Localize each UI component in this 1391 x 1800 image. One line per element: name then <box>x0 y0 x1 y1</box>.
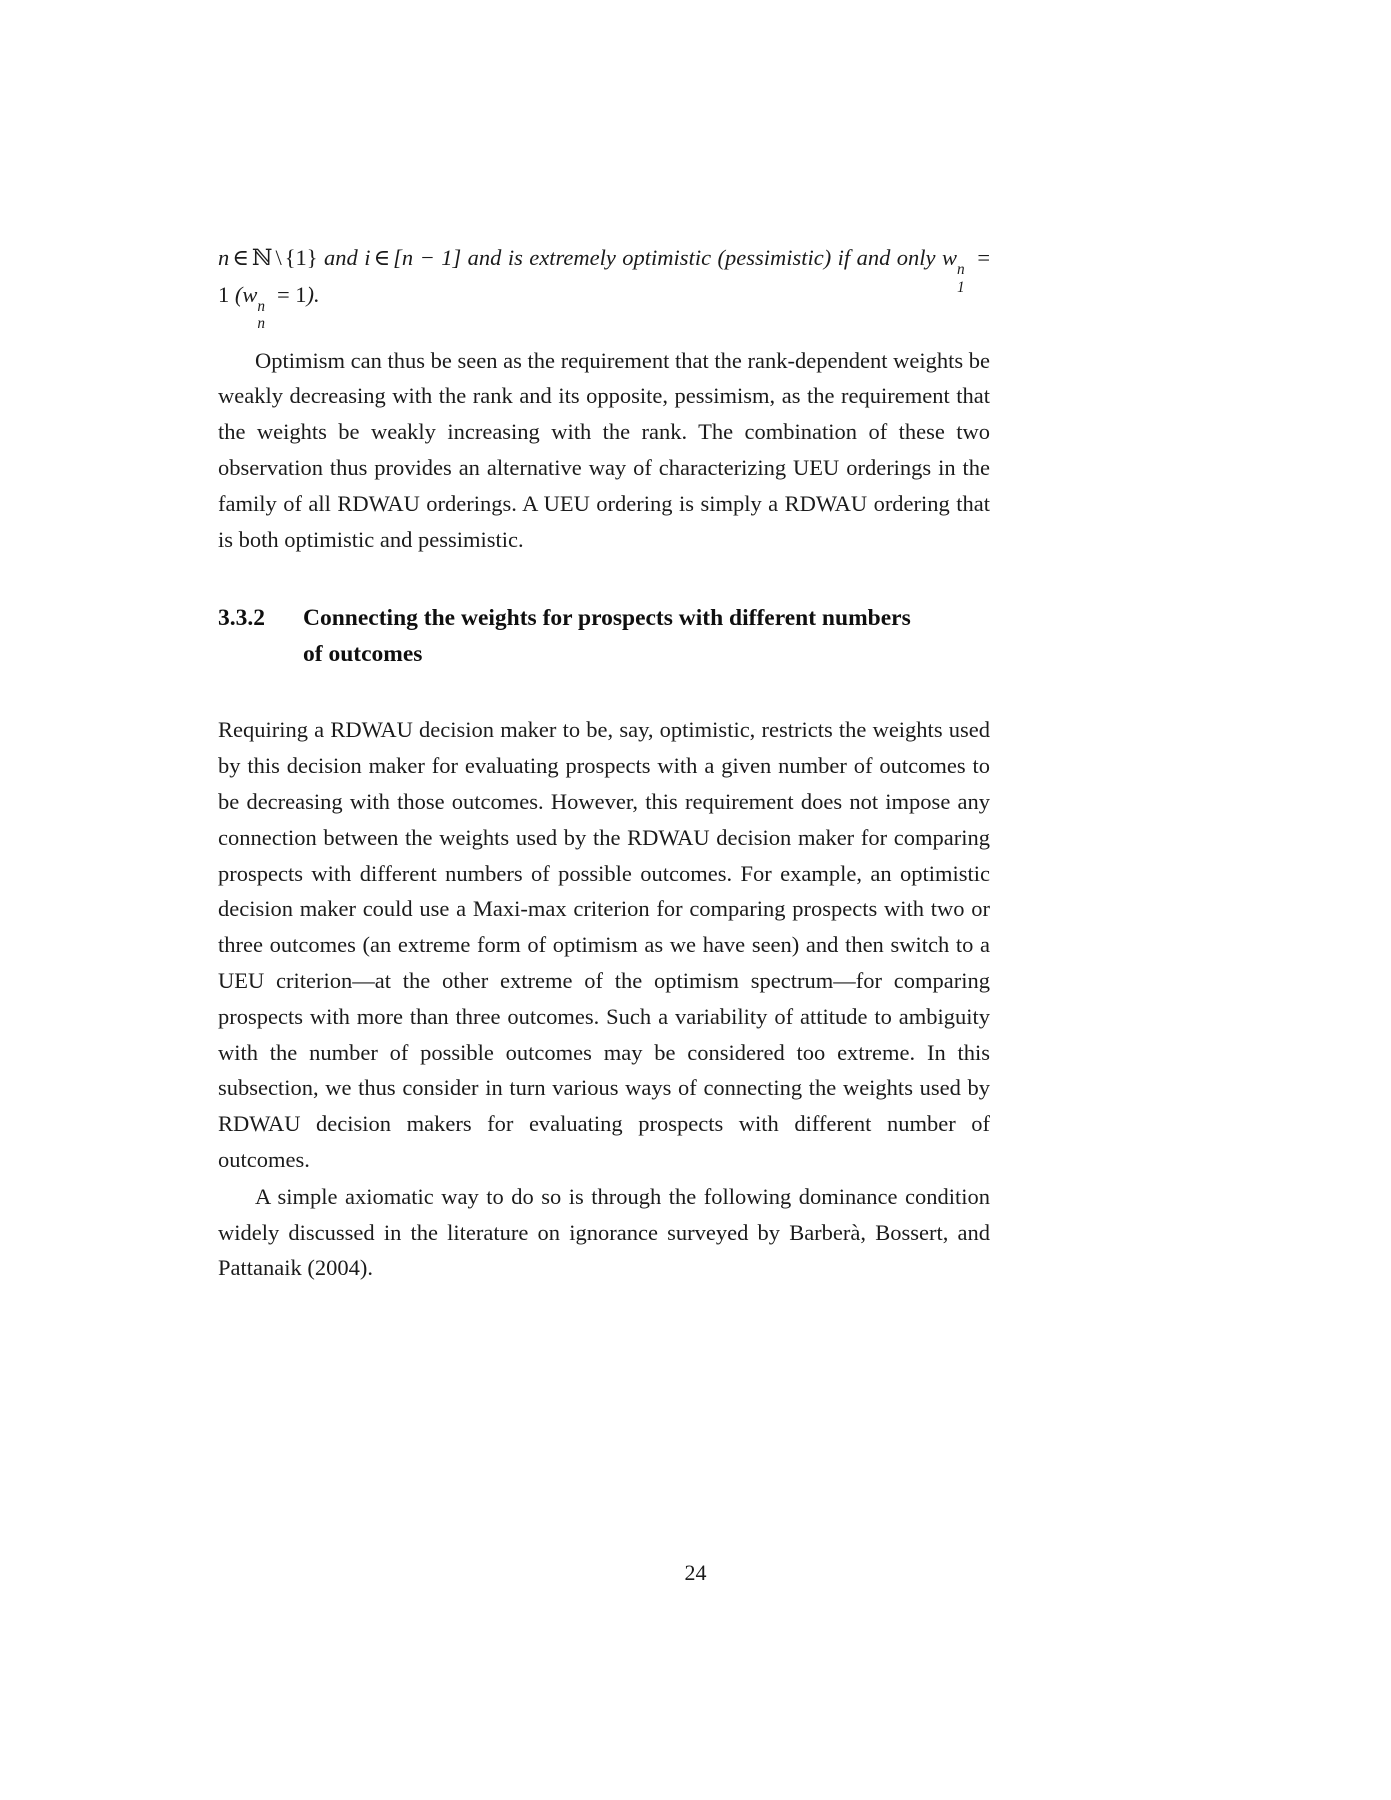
math-i-in-interval <box>364 245 461 270</box>
math-w-sub1-supn <box>941 240 971 296</box>
text-column <box>218 240 990 1286</box>
math-interval: [n − 1] <box>393 245 462 270</box>
definition-only-lead: only <box>896 245 936 270</box>
section-title <box>303 601 990 672</box>
math-blackboard-N: ℕ <box>251 245 273 271</box>
math-w-subn-supn <box>242 277 271 333</box>
paren-open: ( <box>234 281 243 307</box>
section-title-line-2: of outcomes <box>303 640 423 667</box>
math-equals-one-2: = 1 <box>276 281 307 307</box>
paragraph-requiring: Requiring a RDWAU decision maker to be, say, optimistic, restricts the weights used by this decision maker for evaluating prospects with a given number of outcomes to be decreasing with those outcomes. However, this requirement does not impose any connection between the weights used by the RDWAU decision maker for comparing prospects with different numbers of possible outcomes. For example, an optimistic decision maker could use a Maxi-max criterion for comparing prospects with two or three outcomes (an extreme form of optimism as we have seen) and then switch to a UEU criterion—at the other extreme of the optimism spectrum—for comparing prospects with more than three outcomes. Such a variability of attitude to ambiguity with the number of possible outcomes may be considered too extreme. In this subsection, we thus consider in turn various ways of connecting the weights used by RDWAU decision makers for evaluating prospects with different number of outcomes. <box>218 717 990 1172</box>
section-heading <box>218 601 990 672</box>
word-and-1: and <box>324 245 358 270</box>
math-w-base-1: w <box>941 245 957 270</box>
math-w1-subscript: 1 <box>956 278 965 296</box>
math-element-of-2: ∈ <box>373 245 391 270</box>
page-number: 24 <box>684 1560 707 1585</box>
math-n-in-N <box>218 245 318 270</box>
math-element-of-1: ∈ <box>232 245 249 270</box>
section-number: 3.3.2 <box>218 605 265 632</box>
math-w2-subscript: n <box>257 315 266 333</box>
section-title-line-1: Connecting the weights for prospects with different numbers <box>303 605 911 632</box>
math-w2-superscript: n <box>257 298 266 316</box>
math-equals-one-1: = 1 <box>218 245 991 307</box>
math-w1-superscript: n <box>956 261 965 279</box>
math-var-n: n <box>218 245 230 270</box>
paragraph-axiomatic: A simple axiomatic way to do so is through the following dominance condition widely discussed in the literature on ignorance surveyed by Barberà, Bossert, and Pattanaik (2004). <box>218 1183 990 1281</box>
definition-tail-text: and is extremely optimistic (pessimistic) if and <box>467 245 891 270</box>
definition-continuation <box>218 240 991 333</box>
math-var-i: i <box>364 245 371 270</box>
math-setminus: \ <box>275 245 282 270</box>
math-w-base-2: w <box>242 281 258 307</box>
paragraph-optimism: Optimism can thus be seen as the requirement that the rank-dependent weights be weakly decreasing with the rank and its opposite, pessimism, as the requirement that the weights be weakly increasing with the rank. The combination of these two observation thus provides an alternative way of characterizing UEU orderings in the family of all RDWAU orderings. A UEU ordering is simply a RDWAU ordering that is both optimistic and pessimistic. <box>218 347 990 552</box>
paren-close-period: ). <box>306 281 320 307</box>
math-set-one: {1} <box>284 245 318 270</box>
